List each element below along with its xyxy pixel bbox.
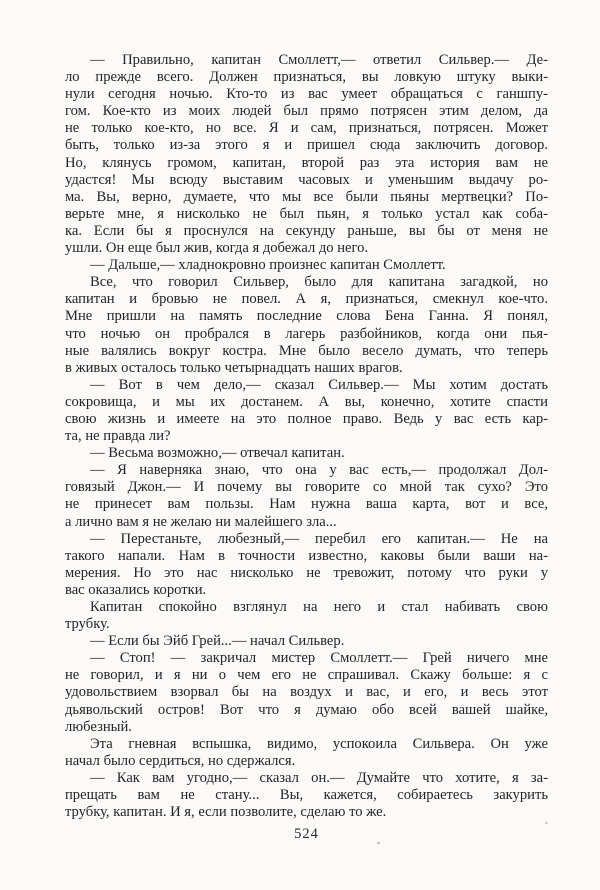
text-line: Капитан спокойно взглянул на него и стал набивать свою [90, 599, 548, 615]
page-text [65, 52, 548, 821]
paragraph [65, 274, 548, 377]
text-line: не принесет вам пользы. Нам нужна ваша карта, вот и все, [65, 496, 548, 513]
text-line: та, не правда ли? [65, 428, 171, 445]
text-line: верьте мне, я нисколько не был пьян, я только устал как соба- [65, 205, 548, 222]
text-line: ма. Вы, верно, думаете, что мы все были пьяны мертвецки? По- [65, 188, 548, 205]
text-line: свою жизнь и имеете на это полное право. Ведь у вас есть кар- [65, 410, 548, 427]
paragraph [65, 52, 548, 257]
text-line: капитан и бровью не повел. А я, признаться, смекнул кое-что. [65, 291, 548, 308]
text-line: — Перестаньте, любезный,— перебил его капитан.— Не на [90, 530, 548, 547]
text-line: дьявольский остров! Вот что я думаю обо всей вашей шайке, [65, 701, 548, 718]
text-line: быть, только из-за этого я и пришел сюда заключить договор. [65, 137, 548, 154]
text-line: — Если бы Эйб Грей...— начал Сильвер. [90, 633, 345, 650]
text-line: — Дальше,— хладнокровно произнес капитан Смоллетт. [90, 257, 446, 274]
text-line: мерения. Но это нас нисколько не тревожит, потому что руки у [65, 564, 548, 581]
text-line: в живых осталось только четырнадцать наших врагов. [65, 359, 403, 376]
paragraph [65, 736, 548, 770]
text-line: Мне пришли на память последние слова Бена Ганна. Я понял, [65, 308, 548, 325]
scan-speck [545, 822, 548, 824]
text-line: такого напали. Нам в точности известно, каковы были ваши на- [65, 547, 548, 564]
text-line: удовольствием взорвал бы на воздух и вас, и его, и весь этот [65, 684, 548, 701]
text-line: — Правильно, капитан Смоллетт,— ответил Сильвер.— Де- [90, 52, 548, 68]
text-line: говязый Джон.— И почему вы говорите со мной так сухо? Это [65, 479, 548, 496]
paragraph [65, 650, 548, 735]
text-line: ные валялись вокруг костра. Мне было весело думать, что теперь [65, 342, 548, 359]
text-line: начал было сердиться, но сдержался. [65, 752, 296, 769]
text-line: нули сегодня ночью. Кто-то из вас умеет обращаться с ганшпу- [65, 86, 548, 103]
text-line: — Весьма возможно,— отвечал капитан. [90, 445, 345, 462]
text-line: не говорил, и я ни о чем его не спрашивал. Скажу больше: я с [65, 667, 548, 684]
paragraph [65, 462, 548, 530]
text-line: — Вот в чем дело,— сказал Сильвер.— Мы хотим достать [90, 376, 548, 393]
text-line: — Я наверняка знаю, что она у вас есть,— продолжал Дол- [90, 462, 548, 479]
text-line: — Стоп! — закричал мистер Смоллетт.— Грей ничего мне [90, 650, 548, 667]
paragraph [65, 770, 548, 821]
text-line: ло прежде всего. Должен признаться, вы ловкую штуку выки- [65, 69, 548, 86]
text-line: вас оказались коротки. [65, 581, 207, 598]
text-line: прещать вам не стану... Вы, кажется, собираетесь закурить [65, 787, 548, 804]
paragraph [65, 445, 548, 462]
text-line: трубку. [65, 616, 110, 633]
text-line: Эта гневная вспышка, видимо, успокоила Сильвера. Он уже [90, 735, 548, 752]
text-line: ушли. Он еще был жив, когда я добежал до него. [65, 240, 369, 257]
text-line: удастся! Мы всюду выставим часовых и уменьшим выдачу ро- [65, 171, 548, 188]
text-line: — Как вам угодно,— сказал он.— Думайте что хотите, я за- [90, 769, 548, 786]
paragraph [65, 377, 548, 445]
paragraph [65, 599, 548, 633]
text-line: ка. Если бы я проснулся на секунду раньше, вы бы от меня не [65, 222, 548, 239]
paragraph [65, 257, 548, 274]
text-line: Но, клянусь громом, капитан, второй раз эта история вам не [65, 154, 548, 171]
text-line: Все, что говорил Сильвер, было для капитана загадкой, но [90, 274, 548, 291]
paragraph [65, 633, 548, 650]
scan-speck [377, 842, 380, 844]
text-line: трубку, капитан. И я, если позволите, сделаю то же. [65, 804, 387, 821]
paragraph [65, 531, 548, 599]
text-line: гом. Кое-кто из моих людей был прямо потрясен этим делом, да [65, 103, 548, 120]
text-line: сокровища, и мы их достанем. А вы, конечно, хотите спасти [65, 393, 548, 410]
text-line: что ночью он пробрался в лагерь разбойников, когда они пья- [65, 325, 548, 342]
text-line: любезный. [65, 718, 132, 735]
text-line: не только кое-кто, но все. Я и сам, признаться, потрясен. Может [65, 120, 548, 137]
page-number: 524 [294, 826, 319, 842]
text-line: а лично вам я не желаю ни малейшего зла... [65, 513, 337, 530]
